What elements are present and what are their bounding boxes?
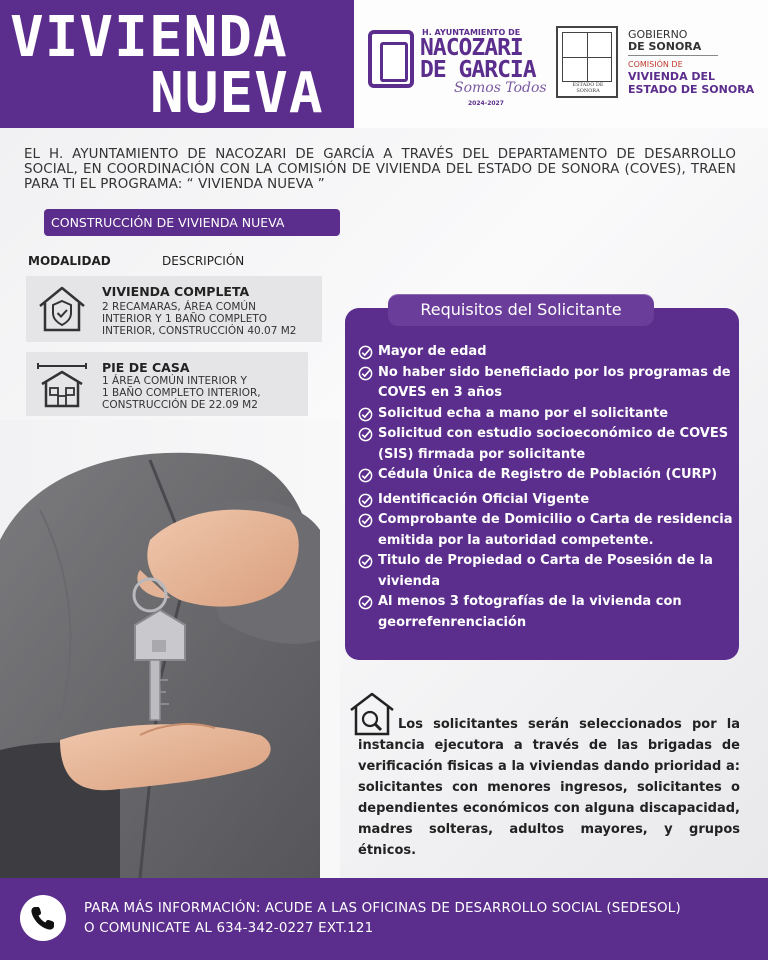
- check-circle-icon: [358, 493, 373, 508]
- comision-line-2: ESTADO DE SONORA: [628, 83, 755, 96]
- check-circle-icon: [358, 366, 373, 381]
- list-item: [358, 551, 742, 592]
- comision-line-1: VIVIENDA DEL: [628, 70, 716, 83]
- comision-small: COMISIÓN DE: [628, 60, 683, 69]
- ayuntamiento-years: 2024-2027: [468, 100, 504, 107]
- phone-button[interactable]: [20, 895, 66, 941]
- header-modalidad: MODALIDAD: [28, 254, 111, 268]
- check-circle-icon: [358, 513, 373, 528]
- list-item: [358, 490, 742, 511]
- title-line-2: NUEVA: [150, 61, 324, 126]
- keys-photo: [0, 420, 340, 878]
- logos-bar: [354, 0, 768, 128]
- modality-desc-2: INTERIOR Y 1 BAÑO COMPLETO: [102, 313, 268, 325]
- requirements-title: Requisitos del Solicitante: [388, 294, 654, 326]
- modality-desc-3: INTERIOR, CONSTRUCCIÓN 40.07 M2: [102, 325, 297, 337]
- house-measure-icon: [36, 358, 88, 410]
- modality-title: VIVIENDA COMPLETA: [102, 284, 250, 299]
- ayuntamiento-small: H. AYUNTAMIENTO DE: [422, 28, 521, 37]
- check-circle-icon: [358, 427, 373, 442]
- title-line-1: VIVIENDA: [10, 5, 288, 70]
- requirement-text: No haber sido beneficiado por los programas de COVES en 3 años: [378, 364, 731, 400]
- modality-desc-1: 2 RECAMARAS, ÁREA COMÚN: [102, 301, 256, 313]
- modality-desc-3: CONSTRUCCIÓN DE 22.09 M2: [102, 399, 258, 411]
- requirements-list: [358, 342, 742, 633]
- modality-card-complete: [26, 276, 322, 342]
- footer-line-2: O COMUNICATE AL 634-342-0227 EXT.121: [84, 921, 374, 936]
- list-item: [358, 465, 742, 486]
- modality-card-pie-de-casa: [26, 352, 308, 416]
- gobierno-divider: [628, 55, 718, 56]
- requirement-text: Cédula Única de Registro de Población (CURP): [378, 467, 718, 482]
- phone-icon: [20, 895, 66, 941]
- footer-text: [84, 899, 681, 939]
- ayuntamiento-slogan: Somos Todos: [454, 80, 547, 96]
- requirement-text: Titulo de Propiedad o Carta de Posesión de la vivienda: [378, 553, 713, 589]
- construction-label: CONSTRUCCIÓN DE VIVIENDA NUEVA: [44, 209, 340, 236]
- modality-desc-1: 1 ÁREA COMÚN INTERIOR Y: [102, 375, 247, 387]
- gobierno-line-1: GOBIERNO: [628, 28, 688, 41]
- ayuntamiento-logo: [368, 22, 552, 107]
- list-item: [358, 424, 742, 465]
- seal-caption: ESTADO DE SONORA: [572, 82, 604, 94]
- intro-text: EL H. AYUNTAMIENTO DE NACOZARI DE GARCÍA A TRAVÉS DEL DEPARTAMENTO DE DESARROLLO SOCIAL, EN COORDINACIÓN CON LA COMISIÓN DE VIVIENDA DEL ESTADO DE SONORA (COVES), TRAEN PARA TI EL PROGRAMA: “ VIVIENDA NUEVA ”: [24, 147, 736, 192]
- header-descripcion: DESCRIPCIÓN: [162, 254, 245, 268]
- requirement-text: Identificación Oficial Vigente: [378, 491, 590, 507]
- check-circle-icon: [358, 407, 373, 422]
- check-circle-icon: [358, 345, 373, 360]
- title-panel: [0, 0, 354, 128]
- list-item: [358, 510, 742, 551]
- footer-line-1: PARA MÁS INFORMACIÓN: ACUDE A LAS OFICINAS DE DESARROLLO SOCIAL (SEDESOL): [84, 901, 681, 916]
- modality-title: PIE DE CASA: [102, 360, 190, 375]
- list-item: [358, 363, 742, 404]
- ayuntamiento-name-1: NACOZARI: [420, 35, 523, 61]
- requirement-text: Al menos 3 fotografías de la vivienda con georrefenrenciación: [378, 594, 682, 630]
- house-shield-icon: [36, 284, 88, 334]
- requirement-text: Solicitud con estudio socioeconómico de COVES (SIS) firmada por solicitante: [378, 426, 729, 462]
- ayuntamiento-name-2: DE GARCIA: [420, 57, 536, 83]
- selection-note: Los solicitantes serán seleccionados por la instancia ejecutora a través de las brigadas de verificación fisicas a la viviendas dando prioridad a: solicitantes con menores ingresos, solicitantes o dependientes económicos con alguna discapacidad, madres solteras, adultos mayores, y grupos étnicos.: [358, 717, 740, 858]
- requirement-text: Comprobante de Domicilio o Carta de residencia emitida por la autoridad competente.: [378, 512, 733, 548]
- check-circle-icon: [358, 468, 373, 483]
- footer: [0, 878, 768, 960]
- sonora-seal-icon: [556, 26, 618, 98]
- requirement-text: Solicitud echa a mano por el solicitante: [378, 405, 669, 421]
- check-circle-icon: [358, 595, 373, 610]
- list-item: [358, 404, 742, 425]
- check-circle-icon: [358, 554, 373, 569]
- list-item: [358, 592, 742, 633]
- modality-desc-2: 1 BAÑO COMPLETO INTERIOR,: [102, 387, 261, 399]
- keys-photo-illustration: [0, 420, 340, 878]
- requirement-text: Mayor de edad: [378, 344, 487, 359]
- seal-grid: [562, 32, 612, 82]
- ayuntamiento-shield-icon: [368, 30, 414, 88]
- gobierno-line-2: DE SONORA: [628, 40, 702, 53]
- list-item: [358, 342, 742, 363]
